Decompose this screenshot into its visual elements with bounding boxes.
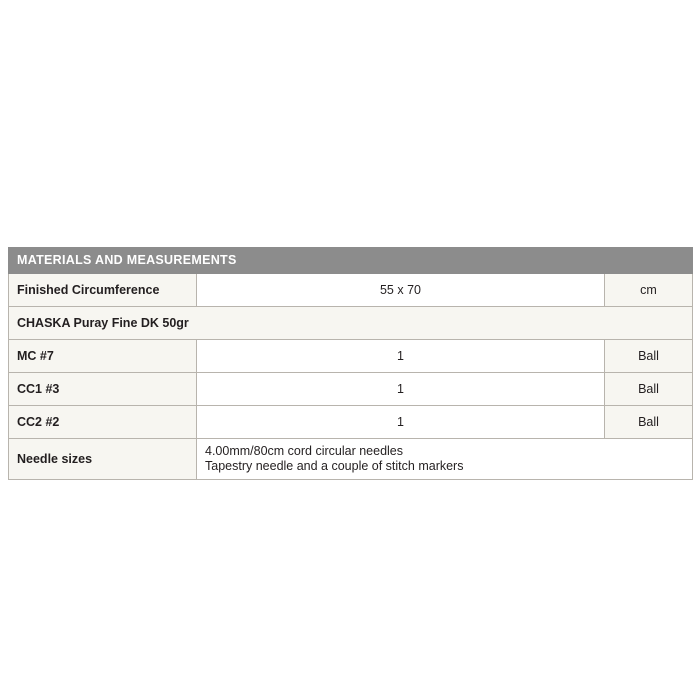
needle-line-2: Tapestry needle and a couple of stitch markers bbox=[205, 459, 464, 473]
row-value-cc2: 1 bbox=[197, 406, 605, 439]
row-value-cc1: 1 bbox=[197, 373, 605, 406]
row-value-finished-circumference: 55 x 70 bbox=[197, 274, 605, 307]
row-value-mc: 1 bbox=[197, 340, 605, 373]
row-label-finished-circumference: Finished Circumference bbox=[9, 274, 197, 307]
table-row-finished-circumference bbox=[9, 274, 693, 307]
row-label-needle-sizes: Needle sizes bbox=[9, 439, 197, 480]
row-unit-finished-circumference: cm bbox=[605, 274, 693, 307]
row-unit-mc: Ball bbox=[605, 340, 693, 373]
row-label-yarn-name: CHASKA Puray Fine DK 50gr bbox=[9, 307, 693, 340]
needle-line-1: 4.00mm/80cm cord circular needles bbox=[205, 444, 403, 458]
table-header-row bbox=[9, 248, 693, 274]
table-row-cc2 bbox=[9, 406, 693, 439]
materials-table-container bbox=[8, 247, 692, 480]
table-row-mc bbox=[9, 340, 693, 373]
table-row-yarn-name bbox=[9, 307, 693, 340]
materials-and-measurements-table bbox=[8, 247, 693, 480]
row-label-mc: MC #7 bbox=[9, 340, 197, 373]
row-value-needle-sizes bbox=[197, 439, 693, 480]
row-label-cc2: CC2 #2 bbox=[9, 406, 197, 439]
table-row-cc1 bbox=[9, 373, 693, 406]
row-unit-cc2: Ball bbox=[605, 406, 693, 439]
table-title: MATERIALS AND MEASUREMENTS bbox=[9, 248, 693, 274]
row-unit-cc1: Ball bbox=[605, 373, 693, 406]
row-label-cc1: CC1 #3 bbox=[9, 373, 197, 406]
table-row-needle-sizes bbox=[9, 439, 693, 480]
